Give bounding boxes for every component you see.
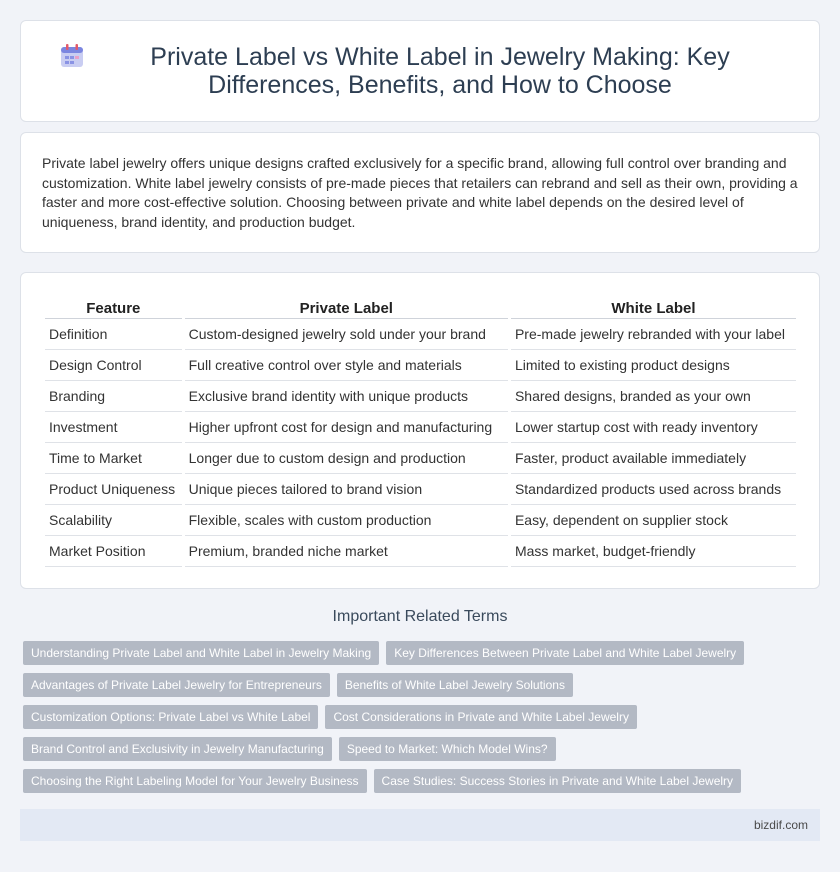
table-row bbox=[45, 381, 796, 412]
header-white-label: White Label bbox=[511, 293, 796, 319]
white-label-cell: Standardized products used across brands bbox=[511, 474, 796, 505]
table-row bbox=[45, 412, 796, 443]
private-label-cell: Higher upfront cost for design and manufacturing bbox=[185, 412, 508, 443]
tag-row bbox=[23, 769, 823, 789]
private-label-cell: Full creative control over style and materials bbox=[185, 350, 508, 381]
table-row bbox=[45, 505, 796, 536]
table-header-row bbox=[45, 293, 796, 319]
white-label-cell: Pre-made jewelry rebranded with your label bbox=[511, 319, 796, 350]
private-label-cell: Longer due to custom design and production bbox=[185, 443, 508, 474]
white-label-cell: Lower startup cost with ready inventory bbox=[511, 412, 796, 443]
intro-text: Private label jewelry offers unique designs crafted exclusively for a specific brand, allowing full control over branding and customization. White label jewelry consists of pre-made pieces that retailers can rebrand and sell as their own, providing a faster and more cost-effective solution. Choosing between private and white label depends on the desired level of uniqueness, brand identity, and production budget. bbox=[42, 155, 798, 230]
feature-cell: Design Control bbox=[45, 350, 182, 381]
tag-row bbox=[23, 641, 823, 661]
related-term-tag[interactable]: Understanding Private Label and White Label in Jewelry Making bbox=[23, 641, 379, 665]
private-label-cell: Flexible, scales with custom production bbox=[185, 505, 508, 536]
table-row bbox=[45, 319, 796, 350]
feature-cell: Branding bbox=[45, 381, 182, 412]
table-row bbox=[45, 443, 796, 474]
related-term-tag[interactable]: Benefits of White Label Jewelry Solutions bbox=[337, 673, 573, 697]
table-row bbox=[45, 536, 796, 567]
white-label-cell: Faster, product available immediately bbox=[511, 443, 796, 474]
header-card bbox=[20, 20, 820, 122]
page-title: Private Label vs White Label in Jewelry Making: Key Differences, Benefits, and How to Choose bbox=[150, 43, 730, 99]
header-private-label: Private Label bbox=[185, 293, 508, 319]
footer-site[interactable]: bizdif.com bbox=[753, 818, 808, 832]
tag-row bbox=[23, 705, 823, 725]
feature-cell: Scalability bbox=[45, 505, 182, 536]
comparison-card bbox=[20, 272, 820, 589]
private-label-cell: Exclusive brand identity with unique products bbox=[185, 381, 508, 412]
related-terms-title: Important Related Terms bbox=[332, 608, 508, 625]
private-label-cell: Custom-designed jewelry sold under your brand bbox=[185, 319, 508, 350]
related-term-tag[interactable]: Brand Control and Exclusivity in Jewelry Manufacturing bbox=[23, 737, 332, 761]
feature-cell: Product Uniqueness bbox=[45, 474, 182, 505]
private-label-cell: Unique pieces tailored to brand vision bbox=[185, 474, 508, 505]
feature-cell: Time to Market bbox=[45, 443, 182, 474]
related-term-tag[interactable]: Advantages of Private Label Jewelry for Entrepreneurs bbox=[23, 673, 330, 697]
feature-cell: Market Position bbox=[45, 536, 182, 567]
related-term-tag[interactable]: Key Differences Between Private Label and White Label Jewelry bbox=[386, 641, 744, 665]
related-terms-list bbox=[23, 641, 823, 801]
related-term-tag[interactable]: Cost Considerations in Private and White Label Jewelry bbox=[325, 705, 636, 729]
footer bbox=[20, 809, 820, 841]
white-label-cell: Easy, dependent on supplier stock bbox=[511, 505, 796, 536]
related-term-tag[interactable]: Customization Options: Private Label vs White Label bbox=[23, 705, 318, 729]
tag-row bbox=[23, 673, 823, 693]
white-label-cell: Mass market, budget-friendly bbox=[511, 536, 796, 567]
intro-card bbox=[20, 132, 820, 253]
table-row bbox=[45, 350, 796, 381]
related-term-tag[interactable]: Case Studies: Success Stories in Private and White Label Jewelry bbox=[374, 769, 742, 793]
comparison-table bbox=[42, 293, 799, 567]
related-term-tag[interactable]: Speed to Market: Which Model Wins? bbox=[339, 737, 556, 761]
feature-cell: Investment bbox=[45, 412, 182, 443]
table-row bbox=[45, 474, 796, 505]
white-label-cell: Limited to existing product designs bbox=[511, 350, 796, 381]
white-label-cell: Shared designs, branded as your own bbox=[511, 381, 796, 412]
related-term-tag[interactable]: Choosing the Right Labeling Model for Your Jewelry Business bbox=[23, 769, 367, 793]
private-label-cell: Premium, branded niche market bbox=[185, 536, 508, 567]
feature-cell: Definition bbox=[45, 319, 182, 350]
tag-row bbox=[23, 737, 823, 757]
header-feature: Feature bbox=[45, 293, 182, 319]
